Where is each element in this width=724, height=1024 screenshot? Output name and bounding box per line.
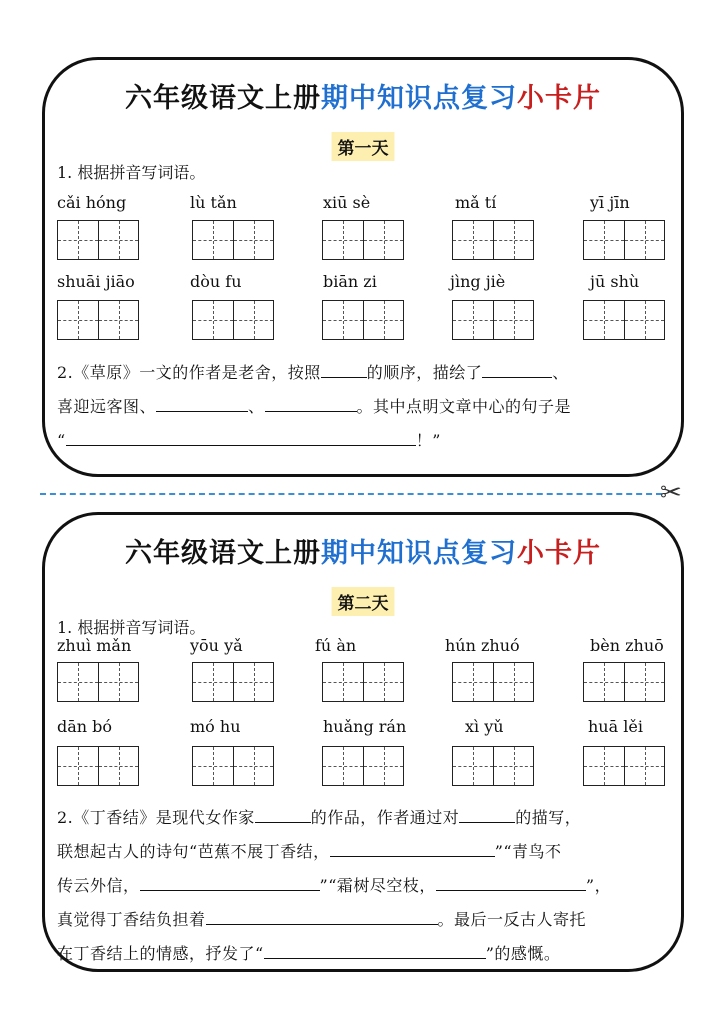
fill-blank[interactable] xyxy=(156,397,248,412)
pinyin-label: bèn zhuō xyxy=(590,636,664,655)
pinyin-label: dān bó xyxy=(57,717,113,736)
answer-grid[interactable] xyxy=(57,746,139,786)
pinyin-label: zhuì mǎn xyxy=(57,636,132,655)
answer-grid[interactable] xyxy=(192,300,274,340)
answer-grid[interactable] xyxy=(192,662,274,702)
pinyin-label: dòu fu xyxy=(190,272,242,291)
fill-blank[interactable] xyxy=(140,876,320,891)
question-2-line: 在丁香结上的情感，抒发了“ ”的感慨。 xyxy=(57,944,561,963)
pinyin-label: yī jīn xyxy=(590,193,630,212)
answer-grid[interactable] xyxy=(322,746,404,786)
fill-blank[interactable] xyxy=(459,808,515,823)
pinyin-label: yōu yǎ xyxy=(190,636,243,655)
question-2-line: “ ！” xyxy=(57,431,441,450)
question-1-prompt: 1. 根据拼音写词语。 xyxy=(57,618,206,637)
fill-blank[interactable] xyxy=(265,397,357,412)
fill-blank[interactable] xyxy=(206,910,438,925)
fill-blank[interactable] xyxy=(321,363,367,378)
scissors-icon: ✂ xyxy=(660,478,682,508)
day-label: 第一天 xyxy=(332,132,395,161)
day-label: 第二天 xyxy=(332,587,395,616)
question-2-line: 真觉得丁香结负担着 。最后一反古人寄托 xyxy=(57,910,587,929)
answer-grid[interactable] xyxy=(583,662,665,702)
answer-grid[interactable] xyxy=(322,300,404,340)
pinyin-label: xì yǔ xyxy=(465,717,504,736)
answer-grid[interactable] xyxy=(322,220,404,260)
question-2-line: 2.《草原》一文的作者是老舍，按照 的顺序，描绘了 、 xyxy=(57,363,569,382)
fill-blank[interactable] xyxy=(482,363,552,378)
fill-blank[interactable] xyxy=(255,808,311,823)
pinyin-label: cǎi hóng xyxy=(57,193,127,212)
pinyin-label: mó hu xyxy=(190,717,241,736)
question-2-line: 传云外信， ”“霜树尽空枝， ”， xyxy=(57,876,612,895)
answer-grid[interactable] xyxy=(322,662,404,702)
question-2-line: 2.《丁香结》是现代女作家 的作品，作者通过对 的描写， xyxy=(57,808,582,827)
answer-grid[interactable] xyxy=(583,300,665,340)
card-day-2 xyxy=(42,512,684,972)
answer-grid[interactable] xyxy=(57,300,139,340)
answer-grid[interactable] xyxy=(452,300,534,340)
answer-grid[interactable] xyxy=(57,662,139,702)
fill-blank[interactable] xyxy=(330,842,495,857)
question-1-prompt: 1. 根据拼音写词语。 xyxy=(57,163,206,182)
answer-grid[interactable] xyxy=(57,220,139,260)
cut-line xyxy=(40,493,662,495)
pinyin-label: shuāi jiāo xyxy=(57,272,135,291)
question-2-line: 喜迎远客图、 、 。其中点明文章中心的句子是 xyxy=(57,397,572,416)
answer-grid[interactable] xyxy=(583,746,665,786)
pinyin-label: mǎ tí xyxy=(455,193,497,212)
answer-grid[interactable] xyxy=(192,746,274,786)
pinyin-label: jìng jiè xyxy=(450,272,506,291)
pinyin-label: huǎng rán xyxy=(323,717,407,736)
answer-grid[interactable] xyxy=(452,662,534,702)
pinyin-label: huā lěi xyxy=(588,717,643,736)
answer-grid[interactable] xyxy=(192,220,274,260)
card-title: 六年级语文上册期中知识点复习小卡片 xyxy=(125,83,601,114)
pinyin-label: xiū sè xyxy=(323,193,371,212)
pinyin-label: fú àn xyxy=(315,636,357,655)
pinyin-label: biān zi xyxy=(323,272,377,291)
card-day-1 xyxy=(42,57,684,477)
answer-grid[interactable] xyxy=(452,746,534,786)
question-2-line: 联想起古人的诗句“芭蕉不展丁香结， ”“青鸟不 xyxy=(57,842,562,861)
pinyin-label: lù tǎn xyxy=(190,193,237,212)
answer-grid[interactable] xyxy=(452,220,534,260)
fill-blank[interactable] xyxy=(66,431,416,446)
pinyin-label: jū shù xyxy=(590,272,640,291)
answer-grid[interactable] xyxy=(583,220,665,260)
pinyin-label: hún zhuó xyxy=(445,636,520,655)
card-title: 六年级语文上册期中知识点复习小卡片 xyxy=(125,538,601,569)
fill-blank[interactable] xyxy=(264,944,486,959)
fill-blank[interactable] xyxy=(436,876,586,891)
